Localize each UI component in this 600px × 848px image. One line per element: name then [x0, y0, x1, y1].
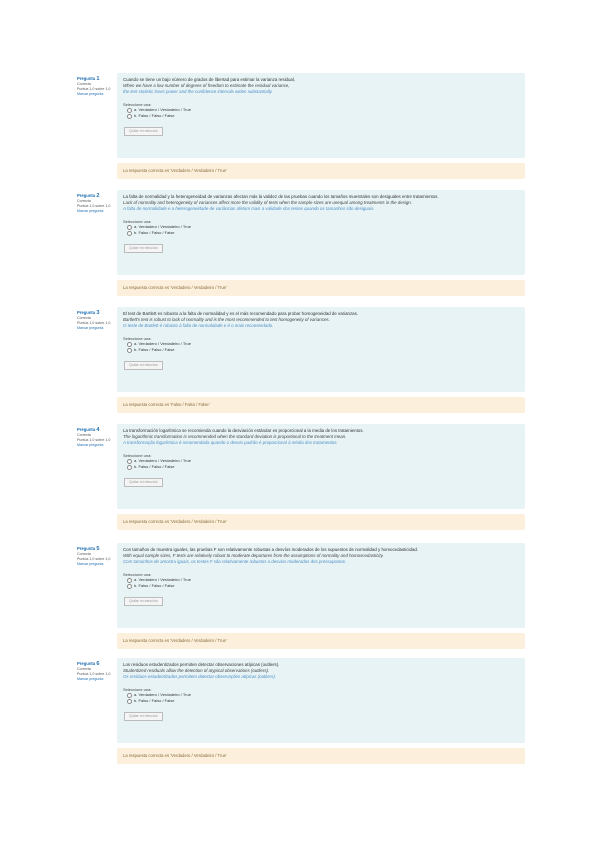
question-mark: Puntúa 1,0 sobre 1,0	[77, 321, 111, 325]
question-text-portuguese: A transformação logarítmica é recomendada quando o desvio padrão é proporcional à média dos tratamentos.	[123, 440, 338, 445]
option-label: b. Falso / Falso / False	[134, 113, 175, 118]
question-number: Pregunta 6	[77, 661, 100, 667]
option-false[interactable]	[123, 464, 519, 470]
radio-icon[interactable]	[127, 231, 132, 236]
flag-question-link[interactable]: Marcar pregunta	[77, 326, 104, 330]
option-false[interactable]	[123, 698, 519, 704]
question-content	[117, 543, 525, 628]
question-info	[77, 546, 113, 567]
question-number: Pregunta 4	[77, 427, 100, 433]
option-label: b. Falso / Falso / False	[134, 230, 175, 235]
question-content	[117, 658, 525, 743]
clear-choice-button[interactable]: Quitar mi elección	[124, 127, 163, 136]
clear-choice-button[interactable]: Quitar mi elección	[124, 478, 163, 487]
question-text: Cuando se tiene un bajo número de grados de libertad para estimar la varianza residual,	[123, 77, 296, 82]
correct-answer-feedback	[117, 748, 525, 764]
correct-answer-feedback	[117, 397, 525, 413]
question-text-english: Lack of normality and heterogeneity of variances affect more the validity of tests when the sample sizes are unequal among treatments in the design.	[123, 200, 412, 205]
select-prompt: Seleccione una:	[123, 219, 152, 224]
option-label: b. Falso / Falso / False	[134, 583, 175, 588]
question-text-english: With equal sample sizes, F tests are relatively robust to moderate departures from the assumptions of normality and homoscedasticity.	[123, 553, 384, 558]
question-info	[77, 427, 113, 448]
radio-icon[interactable]	[127, 584, 132, 589]
question-text-portuguese: the test statistic loses power and the confidence intervals widen substantially.	[123, 89, 273, 94]
option-false[interactable]	[123, 113, 519, 119]
option-label: b. Falso / Falso / False	[134, 347, 175, 352]
question-mark: Puntúa 1,0 sobre 1,0	[77, 557, 111, 561]
question-state: Correcta	[77, 433, 91, 437]
question-state: Correcta	[77, 82, 91, 86]
flag-question-link[interactable]: Marcar pregunta	[77, 209, 104, 213]
flag-question-link[interactable]: Marcar pregunta	[77, 92, 104, 96]
question-info	[77, 193, 113, 214]
question-text-english: When we have a low number of degrees of freedom to estimate the residual variance,	[123, 83, 290, 88]
question-state: Correcta	[77, 552, 91, 556]
option-label: a. Verdadero / Verdadeiro / True	[134, 692, 191, 697]
feedback-text: La respuesta correcta es 'Verdadero / Verdadeiro / True'	[123, 638, 227, 643]
select-prompt: Seleccione una:	[123, 453, 152, 458]
question-state: Correcta	[77, 199, 91, 203]
clear-choice-button[interactable]: Quitar mi elección	[124, 361, 163, 370]
radio-icon[interactable]	[127, 699, 132, 704]
question-text-portuguese: A falta de normalidade e a heterogeneidade de variâncias afetam mais a validade dos testes quando os tamanhos são desiguais.	[123, 206, 375, 211]
radio-icon[interactable]	[127, 465, 132, 470]
question-info	[77, 661, 113, 682]
question-text: Con tamaños de muestra iguales, las pruebas F son relativamente robustas a desvíos moderados de los supuestos de normalidad y homocedasticidad.	[123, 547, 419, 552]
question-number: Pregunta 5	[77, 546, 100, 552]
select-prompt: Seleccione una:	[123, 572, 152, 577]
question-mark: Puntúa 1,0 sobre 1,0	[77, 672, 111, 676]
select-prompt: Seleccione una:	[123, 102, 152, 107]
question-mark: Puntúa 1,0 sobre 1,0	[77, 438, 111, 442]
option-label: a. Verdadero / Verdadeiro / True	[134, 341, 191, 346]
radio-icon[interactable]	[127, 578, 132, 583]
question-text-english: Bartlett's test is robust to lack of normality and is the most recommended to test homogeneity of variances.	[123, 317, 330, 322]
option-label: a. Verdadero / Verdadeiro / True	[134, 224, 191, 229]
radio-icon[interactable]	[127, 342, 132, 347]
option-label: a. Verdadero / Verdadeiro / True	[134, 458, 191, 463]
question-content	[117, 190, 525, 275]
feedback-text: La respuesta correcta es 'Falso / Falso / False'	[123, 402, 210, 407]
select-prompt: Seleccione una:	[123, 336, 152, 341]
option-label: b. Falso / Falso / False	[134, 464, 175, 469]
question-number: Pregunta 3	[77, 310, 100, 316]
flag-question-link[interactable]: Marcar pregunta	[77, 562, 104, 566]
radio-icon[interactable]	[127, 114, 132, 119]
question-mark: Puntúa 1,0 sobre 1,0	[77, 204, 111, 208]
question-content	[117, 424, 525, 509]
correct-answer-feedback	[117, 163, 525, 179]
question-state: Correcta	[77, 667, 91, 671]
feedback-text: La respuesta correcta es 'Verdadero / Verdadeiro / True'	[123, 753, 227, 758]
question-number: Pregunta 1	[77, 76, 100, 82]
feedback-text: La respuesta correcta es 'Verdadero / Verdadeiro / True'	[123, 168, 227, 173]
question-text: La falta de normalidad y la heterogeneidad de varianzas afectan más la validez de las pruebas cuando los tamaños muestrales son desiguales entre tratamientos.	[123, 194, 439, 199]
feedback-text: La respuesta correcta es 'Verdadero / Verdadeiro / True'	[123, 285, 227, 290]
question-text-english: Studentized residuals allow the detection of atypical observations (outliers).	[123, 668, 270, 673]
radio-icon[interactable]	[127, 225, 132, 230]
flag-question-link[interactable]: Marcar pregunta	[77, 443, 104, 447]
question-number: Pregunta 2	[77, 193, 100, 199]
flag-question-link[interactable]: Marcar pregunta	[77, 677, 104, 681]
radio-icon[interactable]	[127, 459, 132, 464]
question-info	[77, 76, 113, 97]
question-text: El test de Bartlett es robusto a la falta de normalidad y es el más recomendado para probar homogeneidad de varianzas.	[123, 311, 359, 316]
correct-answer-feedback	[117, 514, 525, 530]
option-label: a. Verdadero / Verdadeiro / True	[134, 107, 191, 112]
question-info	[77, 310, 113, 331]
option-label: a. Verdadero / Verdadeiro / True	[134, 577, 191, 582]
question-text-portuguese: Os resíduos estudentizados permitem detectar observações atípicas (outliers).	[123, 674, 277, 679]
radio-icon[interactable]	[127, 693, 132, 698]
feedback-text: La respuesta correcta es 'Verdadero / Verdadeiro / True'	[123, 519, 227, 524]
question-text: La transformación logarítmica se recomienda cuando la desviación estándar es proporcional a la media de los tratamientos.	[123, 428, 364, 433]
question-text-portuguese: Com tamanhos de amostra iguais, os testes F são relativamente robustos a desvios moderados dos pressupostos.	[123, 559, 347, 564]
question-text-english: The logarithmic transformation is recommended when the standard deviation is proportional to the treatment mean.	[123, 434, 347, 439]
radio-icon[interactable]	[127, 108, 132, 113]
correct-answer-feedback	[117, 280, 525, 296]
clear-choice-button[interactable]: Quitar mi elección	[124, 244, 163, 253]
question-mark: Puntúa 1,0 sobre 1,0	[77, 87, 111, 91]
question-text: Los residuos estudentizados permiten detectar observaciones atípicas (outliers).	[123, 662, 280, 667]
option-false[interactable]	[123, 583, 519, 589]
option-label: b. Falso / Falso / False	[134, 698, 175, 703]
select-prompt: Seleccione una:	[123, 687, 152, 692]
correct-answer-feedback	[117, 633, 525, 649]
radio-icon[interactable]	[127, 348, 132, 353]
option-false[interactable]	[123, 347, 519, 353]
question-text-portuguese: O teste de Bartlett é robusto à falta de normalidade e é o mais recomendado.	[123, 323, 274, 328]
clear-choice-button[interactable]: Quitar mi elección	[124, 597, 163, 606]
question-content	[117, 73, 525, 158]
question-state: Correcta	[77, 316, 91, 320]
option-false[interactable]	[123, 230, 519, 236]
question-content	[117, 307, 525, 392]
clear-choice-button[interactable]: Quitar mi elección	[124, 712, 163, 721]
